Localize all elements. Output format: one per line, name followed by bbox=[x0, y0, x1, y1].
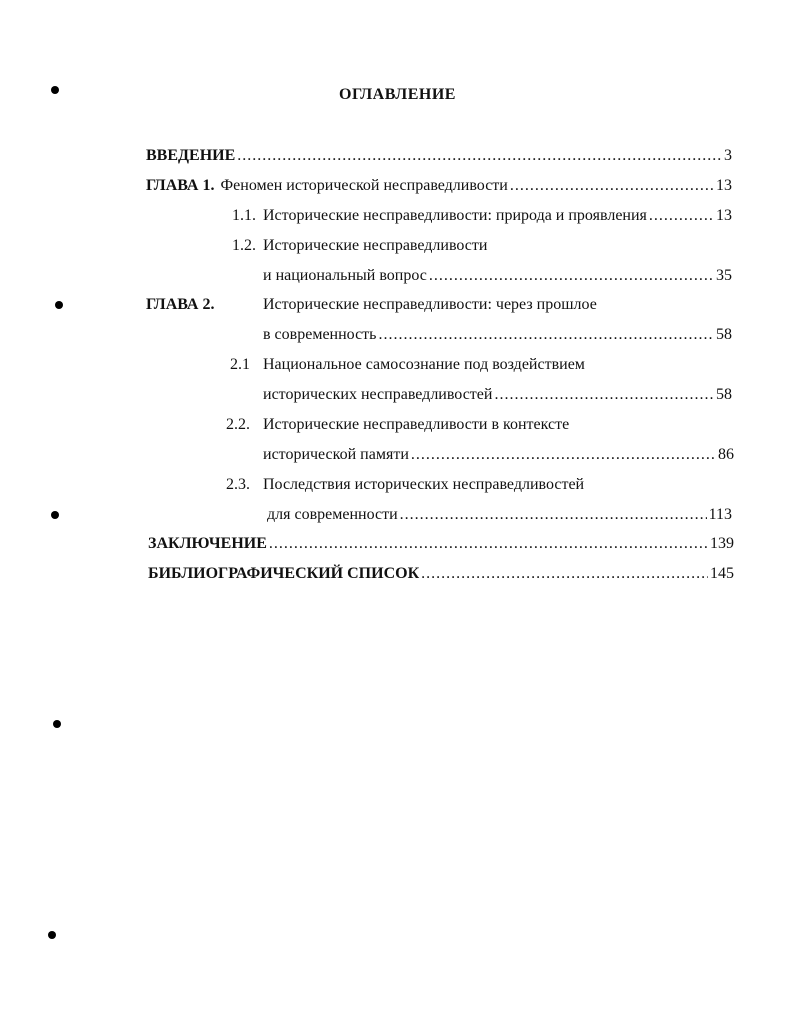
dot-leader bbox=[421, 563, 708, 585]
page-number: 13 bbox=[716, 207, 732, 224]
section-number: 2.1 bbox=[230, 356, 250, 373]
section-number: 2.3. bbox=[226, 476, 250, 493]
page-title: ОГЛАВЛЕНИЕ bbox=[339, 86, 456, 103]
section-title-line-2: для современности bbox=[267, 506, 398, 523]
section-number: 1.1. bbox=[232, 207, 256, 224]
page-number: 145 bbox=[710, 565, 734, 582]
toc-entry-section-1-2 bbox=[263, 265, 732, 287]
dot-leader bbox=[400, 504, 707, 526]
toc-entry-introduction bbox=[146, 145, 732, 167]
toc-entry-conclusion bbox=[148, 533, 734, 555]
section-title-line-1: Национальное самосознание под воздействием bbox=[263, 356, 585, 373]
toc-entry-section-2-2 bbox=[263, 444, 734, 466]
page-number: 139 bbox=[710, 535, 734, 552]
dot-leader bbox=[649, 205, 714, 227]
binder-hole-mark-4 bbox=[53, 720, 61, 728]
toc-entry-section-2-3 bbox=[267, 504, 732, 526]
section-title-line-2: и национальный вопрос bbox=[263, 267, 427, 284]
page-number: 58 bbox=[716, 326, 732, 343]
binder-hole-mark-3 bbox=[51, 511, 59, 519]
section-title-line-1: Исторические несправедливости в контексте bbox=[263, 416, 570, 433]
section-title-line-2: исторических несправедливостей bbox=[263, 386, 493, 403]
toc-entry-chapter-1 bbox=[146, 175, 732, 197]
section-title-line-1: Последствия исторических несправедливостей bbox=[263, 476, 585, 493]
section-title-line-1: Исторические несправедливости bbox=[263, 237, 488, 254]
dot-leader bbox=[378, 324, 714, 346]
toc-entry-label: ЗАКЛЮЧЕНИЕ bbox=[148, 535, 267, 552]
page-number: 86 bbox=[718, 446, 734, 463]
toc-entry-section-2-1 bbox=[263, 384, 732, 406]
section-title: Исторические несправедливости: природа и проявления bbox=[263, 207, 647, 224]
dot-leader bbox=[269, 533, 708, 555]
toc-entry-section-1-1 bbox=[263, 205, 732, 227]
dot-leader bbox=[510, 175, 714, 197]
page-number: 35 bbox=[716, 267, 732, 284]
page-number: 13 bbox=[716, 177, 732, 194]
toc-entry-label: ВВЕДЕНИЕ bbox=[146, 147, 236, 164]
page-number: 113 bbox=[708, 506, 732, 523]
page-number: 58 bbox=[716, 386, 732, 403]
dot-leader bbox=[411, 444, 716, 466]
toc-entry-bibliography bbox=[148, 563, 734, 585]
dot-leader bbox=[429, 265, 714, 287]
chapter-label: ГЛАВА 2. bbox=[146, 296, 215, 313]
chapter-title: Феномен исторической несправедливости bbox=[220, 177, 508, 194]
dot-leader bbox=[494, 384, 714, 406]
page-number: 3 bbox=[724, 147, 732, 164]
dot-leader bbox=[237, 145, 722, 167]
binder-hole-mark-5 bbox=[48, 931, 56, 939]
chapter-label: ГЛАВА 1. bbox=[146, 177, 215, 194]
binder-hole-mark-2 bbox=[55, 301, 63, 309]
chapter-title-line-1: Исторические несправедливости: через прошлое bbox=[263, 296, 597, 313]
toc-entry-label: БИБЛИОГРАФИЧЕСКИЙ СПИСОК bbox=[148, 565, 420, 582]
section-number: 2.2. bbox=[226, 416, 250, 433]
section-number: 1.2. bbox=[232, 237, 256, 254]
toc-entry-chapter-2 bbox=[263, 324, 732, 346]
chapter-title-line-2: в современность bbox=[263, 326, 377, 343]
section-title-line-2: исторической памяти bbox=[263, 446, 409, 463]
